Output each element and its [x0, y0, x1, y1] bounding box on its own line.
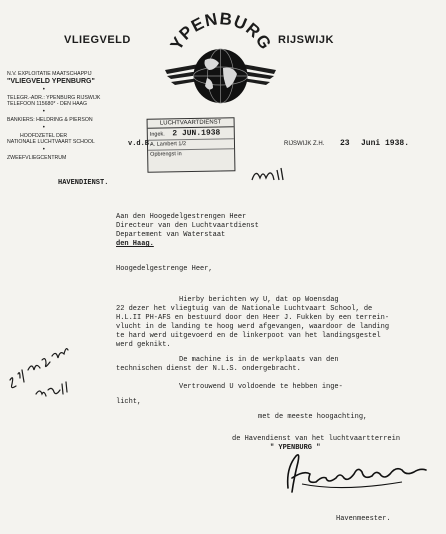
telegram-line-1: TELEGR.-ADR.: YPENBURG RIJSWIJK	[7, 95, 101, 101]
body-line: 22 dezer het vliegtuig van de Nationale Luchtvaart School, de	[116, 305, 373, 313]
stamp-row-2: A. Lambert 1/2	[148, 139, 234, 150]
addressee-line-2: Directeur van den Luchtvaartdienst	[116, 222, 259, 230]
bankers-line: BANKIERS: HELDRING & PIERSON	[7, 117, 93, 123]
body-line: H.L.II PH-AFS en bestuurd door den Heer J. Fukken by een terrein-	[116, 314, 390, 322]
sender-line-2: " YPENBURG "	[270, 444, 321, 452]
school-line-1: HOOFDZETEL DER	[20, 133, 68, 139]
department-header: HAVENDIENST.	[58, 179, 109, 187]
globe-wings-logo	[163, 8, 278, 123]
body-line: De machine is in de werkplaats van den	[116, 356, 339, 364]
letter-place: RIJSWIJK Z.H.	[284, 141, 325, 147]
letterhead-center-word: YPENBURG	[166, 9, 276, 54]
handwritten-initials-top	[250, 166, 286, 184]
stamp-ingek-label: Ingek.	[149, 131, 165, 138]
body-line: technischen dienst der N.L.S. ondergebracht.	[116, 365, 301, 373]
letterhead-left-word: VLIEGVELD	[64, 34, 131, 46]
letter-day: 23	[340, 139, 350, 148]
body-line: licht,	[116, 398, 142, 406]
stamp-row-3: Opbrengst in	[150, 151, 182, 158]
body-line: Hierby berichten wy U, dat op Woensdag	[116, 296, 339, 304]
divider-dot: •	[42, 124, 46, 131]
school-line-2: NATIONALE LUCHTVAART SCHOOL	[7, 139, 95, 145]
signatory-title: Havenmeester.	[336, 515, 391, 523]
glider-centre: ZWEEFVLIEGCENTRUM	[7, 155, 67, 161]
telegram-line-2: TELEFOON 115680* - DEN HAAG	[7, 101, 88, 107]
divider-dot: •	[42, 146, 46, 153]
body-line: te hard werd uitgevoerd en de linkerpoot van het landingsgestel	[116, 332, 381, 340]
letter-month-year: Juni 1938.	[361, 139, 410, 148]
addressee-line-3: Departement van Waterstaat	[116, 231, 226, 239]
handwritten-margin-note	[6, 340, 72, 410]
closing-line: met de meeste hoogachting,	[258, 413, 368, 421]
body-line: vlucht in de landing te hoog werd afgevangen, waardoor de landing	[116, 323, 390, 331]
stamp-date: 2 JUN.1938	[172, 128, 221, 139]
addressee-city: den Haag.	[116, 240, 154, 248]
received-stamp	[147, 117, 236, 173]
company-line-2: "VLIEGVELD YPENBURG"	[7, 78, 95, 85]
stamp-title: LUCHTVAARTDIENST	[148, 118, 234, 128]
body-line: Vertrouwend U voldoende te hebben inge-	[116, 383, 343, 391]
sender-line-1: de Havendienst van het luchtvaartterrein	[232, 435, 401, 443]
body-line: werd geknikt.	[116, 341, 171, 349]
reference-initials: v.d.B.	[128, 140, 154, 148]
letterhead-right-word: RIJSWIJK	[278, 34, 334, 46]
divider-dot: •	[42, 86, 46, 93]
company-line-1: N.V. EXPLOITATIE MAATSCHAPPIJ	[7, 71, 92, 77]
divider-dot: •	[42, 108, 46, 115]
salutation: Hoogedelgestrenge Heer,	[116, 265, 213, 273]
signature	[282, 448, 430, 498]
addressee-line-1: Aan den Hoogedelgestrengen Heer	[116, 213, 247, 221]
